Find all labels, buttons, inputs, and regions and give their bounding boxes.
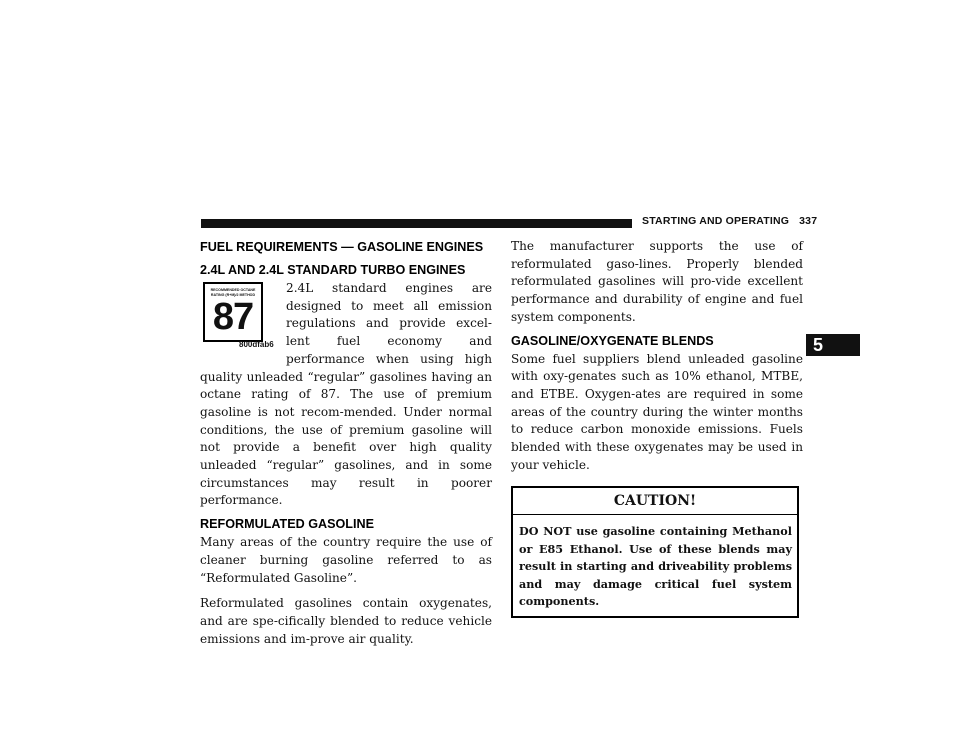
right-column <box>511 238 803 618</box>
page-number: 337 <box>799 215 818 227</box>
engine-subheading: 2.4L AND 2.4L STANDARD TURBO ENGINES <box>200 263 466 277</box>
caution-title: CAUTION! <box>513 488 797 515</box>
blends-paragraph: Some fuel suppliers blend unleaded gasoline with oxy-genates such as 10% ethanol, MTBE, and ETBE. Oxygen-ates are required in some areas of the country during the winter months to reduce carbon monoxide emissions. Fuels blended with these oxygenates may be used in your vehicle. <box>511 351 803 472</box>
caution-text: DO NOT use gasoline containing Methanol or E85 Ethanol. Use of these blends may result in starting and driveability problems and may damage critical fuel system components. <box>519 524 792 609</box>
main-heading: FUEL REQUIREMENTS — GASOLINE ENGINES <box>200 240 484 254</box>
octane-rating-figure <box>203 282 276 350</box>
figure-code: 800dfab6 <box>239 340 274 349</box>
engine-paragraph: 2.4L standard engines are designed to meet all emission regulations and provide excel-lent fuel economy and performance when using high quality unleaded “regular” gasolines having an octane rating of 87. The use of premium gasoline is not recom-mended. Under normal conditions, the use of premium gasoline will not provide a benefit over high quality unleaded “regular” gasolines, and in some circumstances may result in poorer performance. <box>200 281 492 508</box>
reformulated-heading: REFORMULATED GASOLINE <box>200 517 374 532</box>
running-head <box>642 215 818 227</box>
header-rule <box>201 219 632 228</box>
octane-label-caption: RECOMMENDED OCTANE RATING (R+M)/2 METHOD <box>210 288 256 297</box>
running-title: STARTING AND OPERATING <box>642 215 790 227</box>
octane-label <box>203 282 263 342</box>
octane-value: 87 <box>212 296 254 338</box>
reformulated-paragraph-1: Many areas of the country require the use of cleaner burning gasoline referred to as “Reformulated Gasoline”. <box>200 535 492 585</box>
support-paragraph: The manufacturer supports the use of reformulated gaso-lines. Properly blended reformulated gasolines will pro-vide excellent performance and durability of engine and fuel system components. <box>511 239 803 324</box>
left-column <box>200 238 492 648</box>
blends-heading: GASOLINE/OXYGENATE BLENDS <box>511 333 714 348</box>
chapter-tab: 5 <box>806 334 860 356</box>
caution-box <box>511 486 799 618</box>
reformulated-paragraph-2: Reformulated gasolines contain oxygenates, and are spe-cifically blended to reduce vehicle emissions and im-prove air quality. <box>200 596 492 646</box>
